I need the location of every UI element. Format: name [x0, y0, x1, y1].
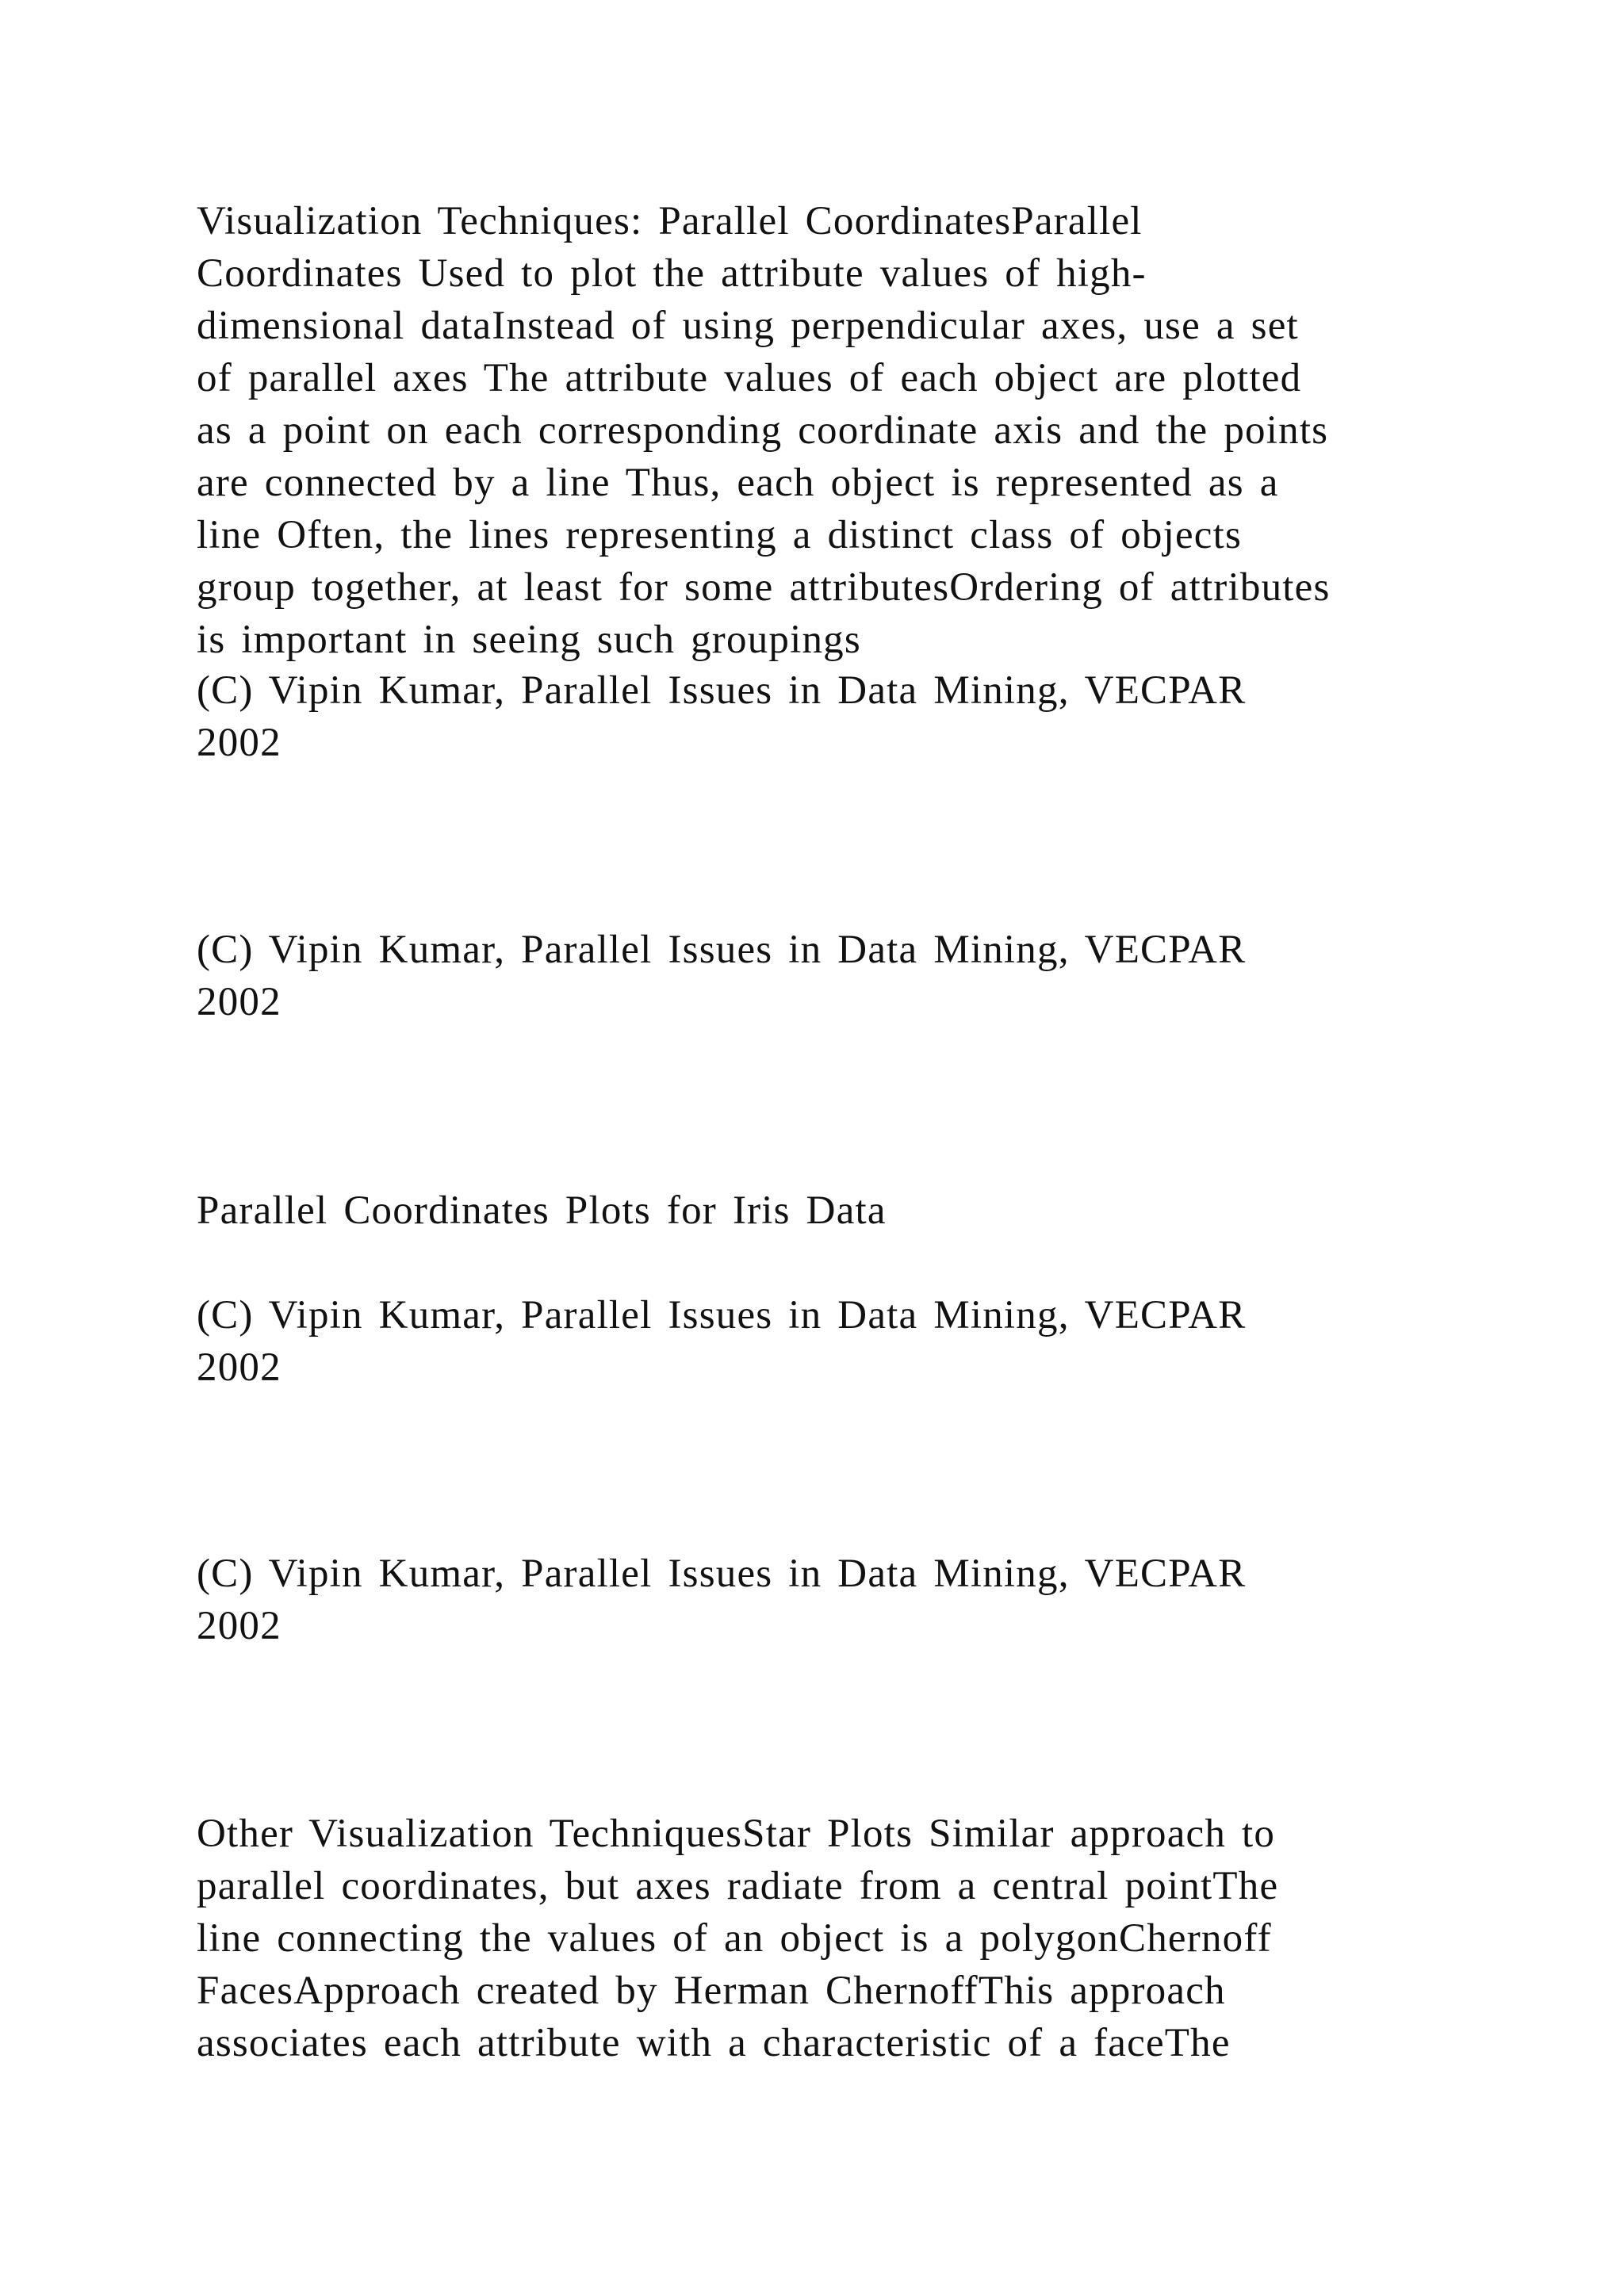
section-heading: Parallel Coordinates Plots for Iris Data [197, 1188, 887, 1233]
intro-paragraph: Visualization Techniques: Parallel CoordinatesParallel Coordinates Used to plot the attribute values of high- dimensional dataInstead of using perpendicular axes, use a set of parallel axes The attribute values of each object are plotted as a point on each corresponding coordinate axis and the points are connected by a line Thus, each object is represented as a line Often, the lines representing a distinct class of objects group together, at least for some attributesOrdering of attributes is important in seeing such groupings [197, 199, 1331, 662]
citation-2: (C) Vipin Kumar, Parallel Issues in Data Mining, VECPAR 2002 [197, 928, 1247, 1024]
citation-4: (C) Vipin Kumar, Parallel Issues in Data Mining, VECPAR 2002 [197, 1552, 1247, 1648]
closing-paragraph: Other Visualization TechniquesStar Plots Similar approach to parallel coordinates, but axes radiate from a central pointThe line connecting the values of an object is a polygonChernoff FacesApproach created by Herman ChernoffThis approach associates each attribute with a characteristic of a faceThe [197, 1812, 1279, 2065]
citation-1: (C) Vipin Kumar, Parallel Issues in Data Mining, VECPAR 2002 [197, 668, 1247, 765]
citation-3: (C) Vipin Kumar, Parallel Issues in Data Mining, VECPAR 2002 [197, 1293, 1247, 1390]
